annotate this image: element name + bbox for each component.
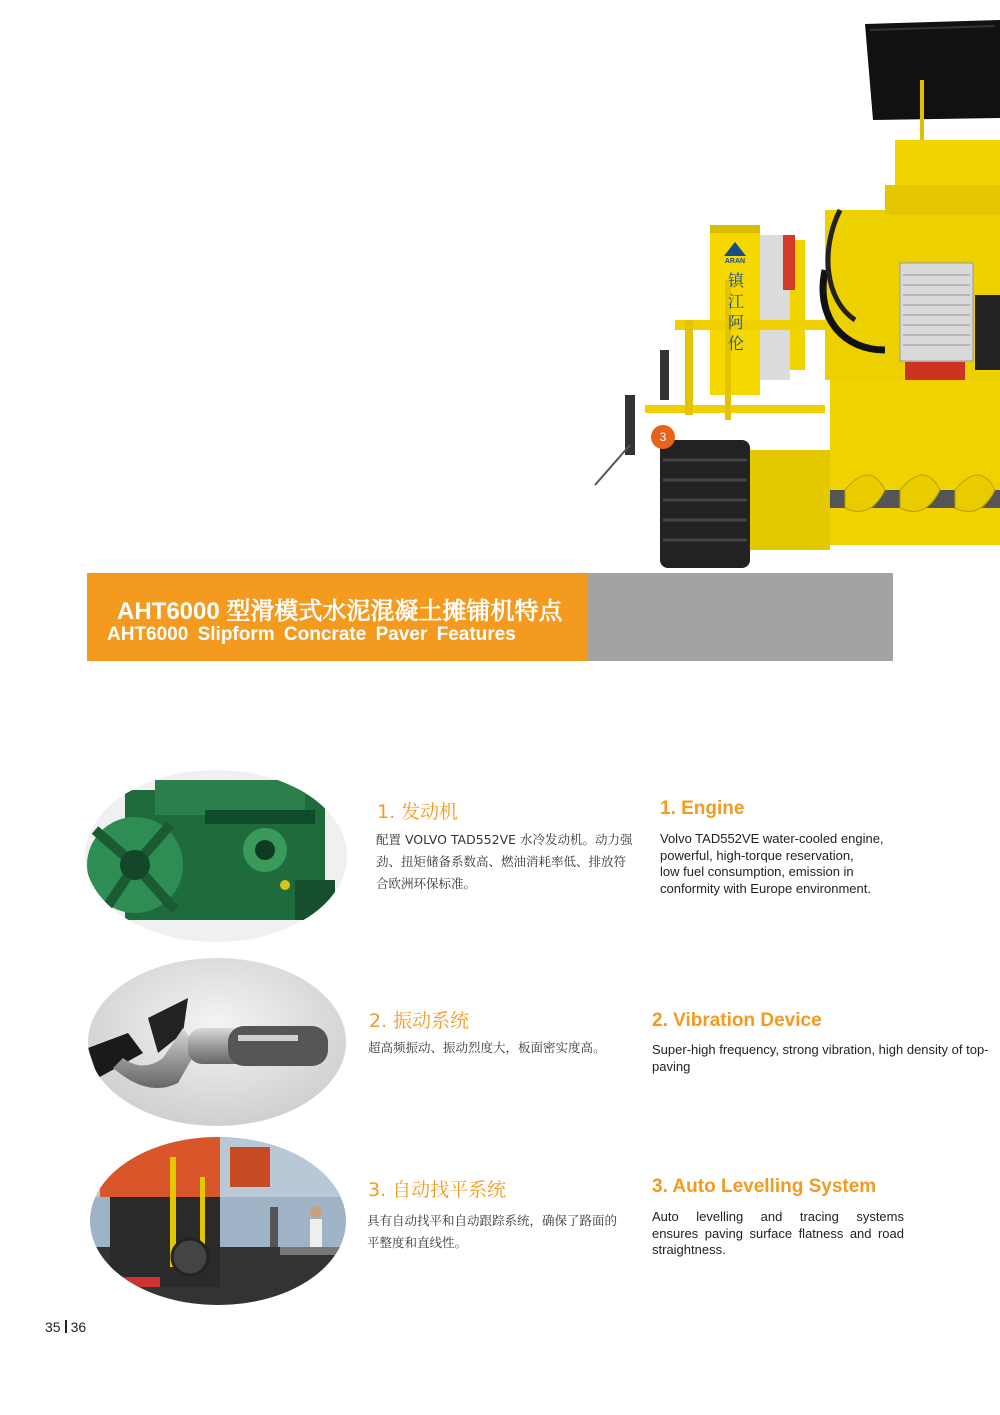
banner-title-cn: AHT6000 型滑模式水泥混凝土摊铺机特点 <box>117 598 563 625</box>
feature-1-body-en-line: Volvo TAD552VE water-cooled engine, <box>660 831 884 846</box>
company-char: 伦 <box>727 334 744 353</box>
paver-machine-image <box>585 20 1000 575</box>
feature-3-body-cn-line: 平整度和直线性。 <box>367 1235 468 1250</box>
feature-2-title-en: 2. Vibration Device <box>652 1010 822 1031</box>
company-char: 镇 <box>727 271 744 290</box>
company-char: 阿 <box>727 313 744 332</box>
feature-1-body-en-line: conformity with Europe environment. <box>660 880 871 896</box>
feature-3-body-en <box>652 1209 904 1259</box>
feature-1-body-cn-line: 配置 VOLVO TAD552VE 水冷发动机。动力强 <box>376 832 633 847</box>
feature-1-title-en: 1. Engine <box>660 798 745 819</box>
banner-grey-block <box>587 573 893 661</box>
feature-2-body-cn-line: 超高频振动、振动烈度大，板面密实度高。 <box>368 1040 606 1055</box>
feature-1-body-cn-line: 劲、扭矩储备系数高、燃油消耗率低、排放符 <box>376 854 627 869</box>
feature-1-body-en-line: powerful, high-torque reservation, <box>660 847 854 863</box>
levelling-system-photo <box>90 1137 346 1305</box>
aran-triangle-icon <box>724 242 746 256</box>
feature-3-body-en-line: Auto levelling and tracing systems <box>652 1209 904 1224</box>
feature-3-body-cn <box>367 1210 629 1254</box>
company-char: 江 <box>727 292 744 311</box>
feature-2-body-en <box>652 1042 1000 1075</box>
page-number-left: 35 <box>45 1319 61 1335</box>
banner-title-en: AHT6000 Slipform Concrate Paver Features <box>107 624 516 645</box>
page-number <box>45 1319 86 1335</box>
vibrator-photo <box>88 958 346 1126</box>
page-number-separator <box>65 1320 67 1333</box>
brand-logo <box>721 242 749 265</box>
features-banner <box>87 573 893 661</box>
feature-1-title-cn: 1. 发动机 <box>377 801 459 823</box>
feature-3-body-cn-line: 具有自动找平和自动跟踪系统，确保了路面的 <box>367 1213 618 1228</box>
feature-2-body-en-line: Super-high frequency, strong vibration, high density of top- <box>652 1042 989 1057</box>
feature-1-body-en-line: low fuel consumption, emission in <box>660 864 854 879</box>
feature-2-title-cn: 2. 振动系统 <box>369 1010 470 1032</box>
feature-1-body-en <box>660 831 920 897</box>
feature-2-body-cn <box>368 1037 630 1059</box>
feature-3-title-cn: 3. 自动找平系统 <box>368 1179 507 1201</box>
callout-marker: 3 <box>651 425 675 449</box>
feature-3-body-en-line: straightness. <box>652 1242 726 1257</box>
feature-1-body-cn <box>376 829 638 895</box>
feature-3-body-en-line: ensures paving surface flatness and road <box>652 1225 904 1241</box>
feature-1-body-cn-line: 合欧洲环保标准。 <box>376 876 477 891</box>
feature-2-body-en-line: paving <box>652 1058 691 1074</box>
engine-photo <box>85 770 347 942</box>
page-number-right: 36 <box>70 1319 87 1335</box>
brand-name: ARAN <box>724 258 746 265</box>
feature-3-title-en: 3. Auto Levelling System <box>652 1176 877 1197</box>
company-name-vertical <box>725 270 747 354</box>
